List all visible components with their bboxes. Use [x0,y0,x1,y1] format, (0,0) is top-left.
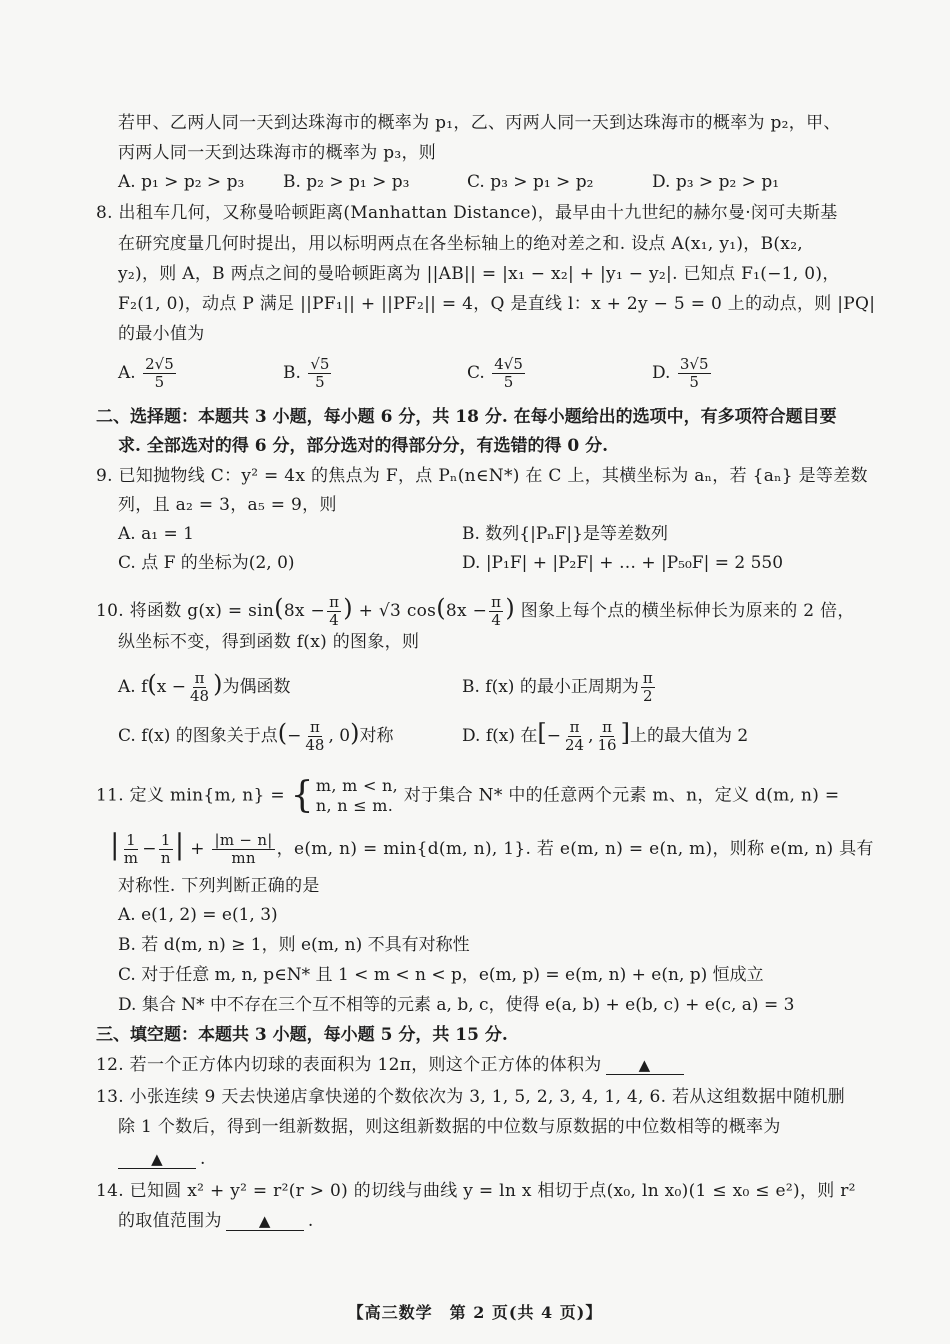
triangle-icon: ▲ [638,1056,651,1074]
q9-line2: 列，且 a₂ = 3，a₅ = 9，则 [118,495,337,515]
q8-option-a [118,356,178,391]
q9-option-a: A. a₁ = 1 [118,524,194,544]
q13-line3: ▲ . [114,1147,206,1171]
section-2-heading: 二、选择题：本题共 3 小题，每小题 6 分，共 18 分. 在每小题给出的选项中，有多项符合题目要 [96,407,837,427]
section-2-heading-line2: 求. 全部选对的得 6 分，部分选对的得部分分，有选错的得 0 分. [118,436,609,456]
q10-option-a: A. f(x − $\frac{\pi}{48}$ )为偶函数 [118,669,291,705]
q11-option-c: C. 对于任意 m, n, p∈N* 且 1 < m < n < p，e(m, p) = e(m, n) + e(n, p) 恒成立 [118,965,764,985]
q10-line2: 纵坐标不变，得到函数 f(x) 的图象，则 [118,632,420,652]
q11-line2: | $\frac{1}{m}$ − $\frac{1}{n}$ | + $\frac{|m - n|}{mn}$ ，e(m, n) = min{d(m, n), 1}. 若 e(m, n) = e(n, m)，则称 e(m, n) 具有 [110,828,874,867]
q8-line5: 的最小值为 [118,324,205,344]
piecewise-case-2: n, n ≤ m. [315,796,394,815]
q10-option-c: C. f(x) 的图象关于点(− $\frac{\pi}{48}$ , 0)对称 [118,718,394,754]
q8-line3: y₂)，则 A，B 两点之间的曼哈顿距离为 ||AB|| = |x₁ − x₂| + |y₁ − y₂|. 已知点 F₁(−1, 0)， [118,264,840,284]
q8-line1: 8. 出租车几何，又称曼哈顿距离(Manhattan Distance)，最早由十九世纪的赫尔曼·闵可夫斯基 [96,203,838,223]
q10-line1: 10. 将函数 g(x) = sin(8x − $\frac{\pi}{4}$ ) + √3 cos(8x − $\frac{\pi}{4}$ ) 图象上每个点的横坐标伸长为原来的 2 倍， [96,593,855,629]
fraction: $\frac{√5}{5}$ [310,355,330,391]
q10-option-d: D. f(x) 在[− $\frac{\pi}{24}$ , $\frac{\pi}{16}$ ]上的最大值为 2 [462,718,749,754]
fraction: $\frac{4√5}{5}$ [494,355,523,391]
q11-line3: 对称性. 下列判断正确的是 [118,876,320,896]
option-label: A. [118,363,136,383]
q7-option-d: D. p₃ > p₂ > p₁ [652,172,780,192]
option-label: B. [283,363,301,383]
q7-option-b: B. p₂ > p₁ > p₃ [283,172,410,192]
q9-option-d: D. |P₁F| + |P₂F| + … + |P₅₀F| = 2 550 [462,553,784,573]
q7-option-c: C. p₃ > p₁ > p₂ [467,172,594,192]
q8-option-b [283,356,333,391]
q11-line1: 11. 定义 min{m, n} = { m, m < n, n, n ≤ m. 对于集合 N* 中的任意两个元素 m、n，定义 d(m, n) = [96,775,840,816]
q9-option-c: C. 点 F 的坐标为(2, 0) [118,553,295,573]
q8-line2: 在研究度量几何时提出，用以标明两点在各坐标轴上的绝对差之和. 设点 A(x₁, y₁)，B(x₂, [118,234,804,254]
q7-option-a: A. p₁ > p₂ > p₃ [118,172,245,192]
q11-option-a: A. e(1, 2) = e(1, 3) [118,905,278,925]
q8-option-d [652,356,713,391]
section-3-heading: 三、填空题：本题共 3 小题，每小题 5 分，共 15 分. [96,1025,508,1045]
pi-over-4: $\frac{\pi}{4}$ [329,593,340,629]
piecewise-case-1: m, m < n, [315,776,399,795]
q11-option-d: D. 集合 N* 中不存在三个互不相等的元素 a, b, c，使得 e(a, b) + e(b, c) + e(c, a) = 3 [118,995,795,1015]
page-footer: 【高三数学 第 2 页(共 4 页)】 [347,1303,603,1322]
triangle-icon: ▲ [258,1212,271,1230]
fraction: $\frac{3√5}{5}$ [679,355,709,391]
q8-option-c [467,356,527,391]
option-label: C. [467,363,485,383]
q10-option-b: B. f(x) 的最小正周期为 $\frac{\pi}{2}$ [462,669,653,705]
q14-line1: 14. 已知圆 x² + y² = r²(r > 0) 的切线与曲线 y = ln x 相切于点(x₀, ln x₀)(1 ≤ x₀ ≤ e²)，则 r² [96,1181,856,1201]
option-label: D. [652,363,671,383]
q14-line2: 的取值范围为 ▲ . [118,1211,314,1231]
q8-line4: F₂(1, 0)，动点 P 满足 ||PF₁|| + ||PF₂|| = 4，Q 是直线 l：x + 2y − 5 = 0 上的动点，则 |PQ| [118,294,876,314]
q13-line1: 13. 小张连续 9 天去快递店拿快递的个数依次为 3, 1, 5, 2, 3, 4, 1, 4, 6. 若从这组数据中随机删 [96,1087,845,1107]
q7-line2: 丙两人同一天到达珠海市的概率为 p₃，则 [118,143,437,163]
answer-blank[interactable] [606,1056,684,1075]
q9-line1: 9. 已知抛物线 C：y² = 4x 的焦点为 F，点 Pₙ(n∈N*) 在 C 上，其横坐标为 aₙ，若 {aₙ} 是等差数 [96,466,868,486]
q9-option-b: B. 数列{|PₙF|}是等差数列 [462,524,668,544]
fraction: $\frac{2√5}{5}$ [145,355,174,391]
q11-option-b: B. 若 d(m, n) ≥ 1，则 e(m, n) 不具有对称性 [118,935,470,955]
pi-over-4: $\frac{\pi}{4}$ [491,593,502,629]
q13-line2: 除 1 个数后，得到一组新数据，则这组新数据的中位数与原数据的中位数相等的概率为 [118,1117,781,1137]
answer-blank[interactable] [226,1212,304,1231]
triangle-icon: ▲ [151,1150,163,1168]
answer-blank[interactable] [118,1150,196,1169]
q12: 12. 若一个正方体内切球的表面积为 12π，则这个正方体的体积为 ▲ [96,1053,688,1077]
q7-line1: 若甲、乙两人同一天到达珠海市的概率为 p₁，乙、丙两人同一天到达珠海市的概率为 p₂，甲、 [118,113,841,133]
